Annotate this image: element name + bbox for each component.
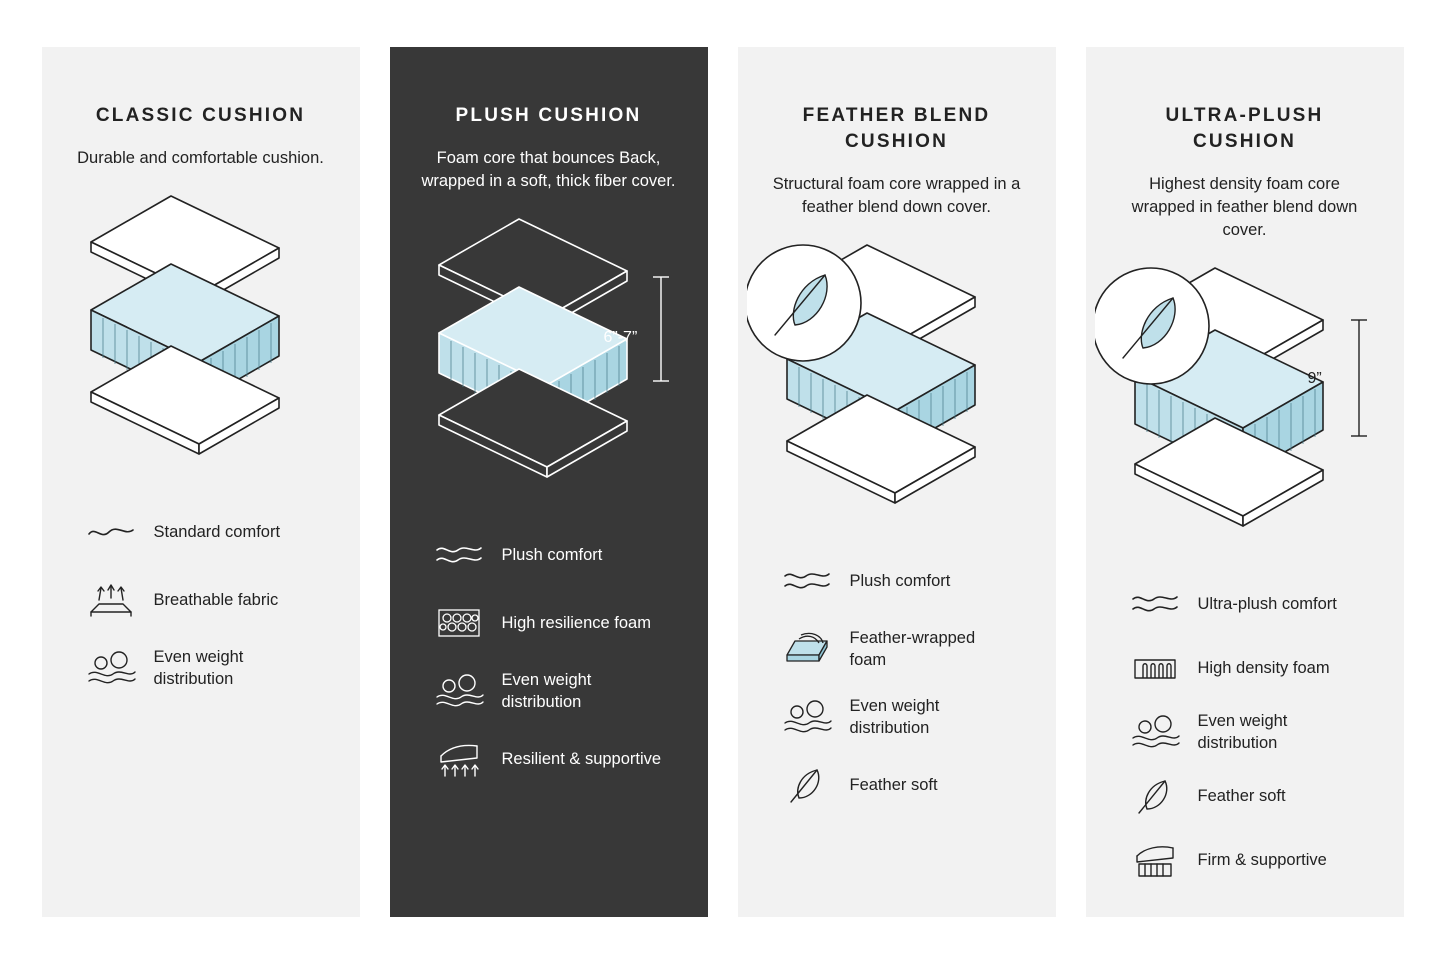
feature-label: Feather soft bbox=[849, 776, 938, 794]
breathable-fabric-icon bbox=[84, 579, 138, 621]
high-density-foam-icon bbox=[1128, 647, 1182, 689]
list-item bbox=[738, 559, 1056, 603]
feature-label: High density foam bbox=[1197, 659, 1330, 677]
wave-icon bbox=[84, 511, 138, 553]
list-item bbox=[1086, 774, 1404, 818]
list-item bbox=[390, 669, 708, 713]
card-description: Structural foam core wrapped in a feather blend down cover. bbox=[772, 175, 1021, 216]
feature-label: Plush comfort bbox=[501, 546, 603, 564]
page-title: PLUSH CUSHION bbox=[455, 105, 642, 126]
list-item bbox=[738, 695, 1056, 739]
feature-list-classic bbox=[42, 486, 360, 690]
list-item bbox=[390, 737, 708, 781]
even-weight-icon bbox=[84, 647, 138, 689]
wave-icon bbox=[1128, 583, 1182, 625]
exploded-cushion-svg bbox=[51, 186, 351, 486]
list-item bbox=[1086, 838, 1404, 882]
dimension-label: 9” bbox=[1307, 370, 1322, 387]
exploded-cushion-svg bbox=[747, 235, 1047, 535]
card-ultra-plush-cushion bbox=[1086, 47, 1404, 917]
dimension-bracket bbox=[1351, 320, 1367, 436]
feature-label: Even weight distribution bbox=[1197, 712, 1288, 752]
card-description: Highest density foam core wrapped in feather blend down cover. bbox=[1131, 175, 1358, 239]
feature-label: High resilience foam bbox=[501, 614, 651, 632]
feature-label: Resilient & supportive bbox=[501, 750, 662, 768]
card-feather-blend-cushion bbox=[738, 47, 1056, 917]
feature-label: Breathable fabric bbox=[153, 591, 279, 609]
feature-label: Plush comfort bbox=[849, 572, 951, 590]
even-weight-icon bbox=[780, 696, 834, 738]
feature-label: Standard comfort bbox=[153, 523, 281, 541]
card-description: Durable and comfortable cushion. bbox=[77, 149, 324, 167]
feather-badge-icon bbox=[1095, 268, 1209, 384]
wave-icon bbox=[780, 560, 834, 602]
card-plush-cushion bbox=[390, 47, 708, 917]
list-item bbox=[1086, 646, 1404, 690]
page-title: ULTRA-PLUSH CUSHION bbox=[1165, 105, 1324, 152]
feather-icon bbox=[1128, 775, 1182, 817]
list-item bbox=[42, 646, 360, 690]
feature-label: Firm & supportive bbox=[1197, 851, 1327, 869]
list-item bbox=[42, 578, 360, 622]
dimension-bracket bbox=[653, 277, 669, 381]
feature-list-feather-blend bbox=[738, 535, 1056, 807]
page-title: FEATHER BLEND CUSHION bbox=[802, 105, 991, 152]
feature-label: Feather-wrapped foam bbox=[849, 629, 976, 669]
cushion-layers-diagram-plush bbox=[390, 209, 708, 509]
feather-wrapped-foam-icon bbox=[780, 628, 834, 670]
list-item bbox=[390, 533, 708, 577]
feather-badge-icon bbox=[747, 245, 861, 361]
card-classic-cushion bbox=[42, 47, 360, 917]
exploded-cushion-svg bbox=[1095, 258, 1395, 558]
wave-icon bbox=[432, 534, 486, 576]
feature-label: Even weight distribution bbox=[849, 697, 940, 737]
exploded-cushion-svg bbox=[399, 209, 699, 509]
list-item bbox=[1086, 710, 1404, 754]
feather-icon bbox=[780, 764, 834, 806]
feature-label: Ultra-plush comfort bbox=[1197, 595, 1337, 613]
firm-support-icon bbox=[1128, 839, 1182, 881]
feature-label: Even weight distribution bbox=[153, 648, 244, 688]
cushion-layers-diagram-feather-blend bbox=[738, 235, 1056, 535]
dimension-label: 6”-7” bbox=[603, 329, 638, 346]
list-item bbox=[42, 510, 360, 554]
feature-label: Feather soft bbox=[1197, 787, 1286, 805]
cushion-layers-diagram-classic bbox=[42, 186, 360, 486]
feature-list-ultra-plush bbox=[1086, 558, 1404, 882]
list-item bbox=[390, 601, 708, 645]
cushion-layers-diagram-ultra-plush bbox=[1086, 258, 1404, 558]
even-weight-icon bbox=[1128, 711, 1182, 753]
list-item bbox=[738, 627, 1056, 671]
page-title: CLASSIC CUSHION bbox=[95, 105, 306, 126]
honeycomb-foam-icon bbox=[432, 602, 486, 644]
feature-list-plush bbox=[390, 509, 708, 781]
list-item bbox=[738, 763, 1056, 807]
resilient-support-icon bbox=[432, 738, 486, 780]
list-item bbox=[1086, 582, 1404, 626]
even-weight-icon bbox=[432, 670, 486, 712]
card-description: Foam core that bounces Back, wrapped in a soft, thick fiber cover. bbox=[421, 149, 676, 190]
feature-label: Even weight distribution bbox=[501, 671, 592, 711]
